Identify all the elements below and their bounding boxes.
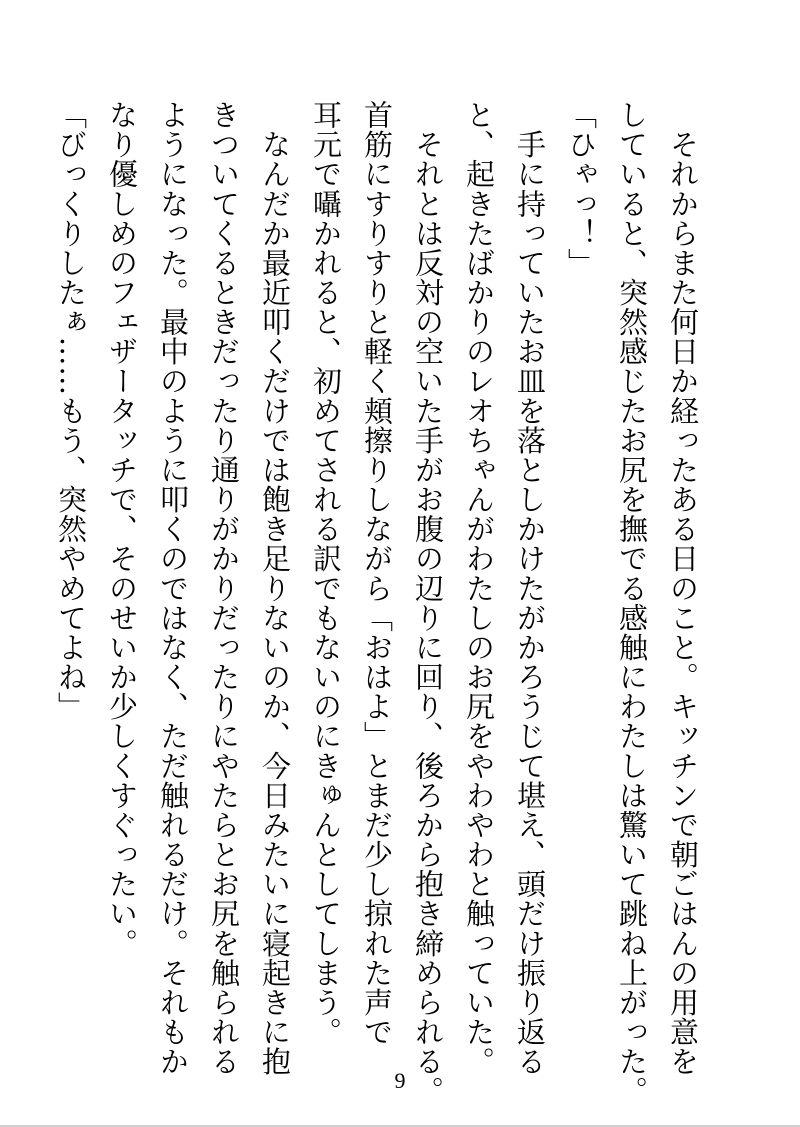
vertical-text-body [45,100,708,1106]
text-line: と、起きたばかりのレオちゃんがわたしのお尻をやわやわと触っていた。 [462,100,496,1077]
text-line: 手に持っていたお皿を落としかけたがかろうじて堪え、頭だけ振り返る [513,100,547,1077]
text-line: それとは反対の空いた手がお腹の辺りに回り、後ろから抱き締められる。 [411,100,445,1106]
page-number: 9 [394,1068,406,1093]
text-line: それからまた何日か経ったある日のこと。キッチンで朝ごはんの用意を [666,100,700,1077]
text-line: きついてくるときだったり通りがかりだったりにやたらとお尻を触られる [207,100,241,1077]
text-line: なんだか最近叩くだけでは飽き足りないのか、今日みたいに寝起きに抱 [258,100,292,1077]
text-line: 「びっくりしたぁ……もう、突然やめてよね」 [54,100,88,722]
text-line: 首筋にすりすりと軽く頬擦りしながら「おはよ」とまだ少し掠れた声で [360,100,394,1047]
text-line: 「ひゃっ！」 [564,100,598,278]
text-line: ようになった。最中のように叩くのではなく、ただ触れるだけ。それもか [156,100,190,1077]
text-line: 耳元で囁かれると、初めてされる訳でもないのにきゅんとしてしまう。 [309,100,343,1047]
text-line: なり優しめのフェザータッチで、そのせいか少しくすぐったい。 [105,100,139,958]
text-line: していると、突然感じたお尻を撫でる感触にわたしは驚いて跳ね上がった。 [615,100,649,1106]
